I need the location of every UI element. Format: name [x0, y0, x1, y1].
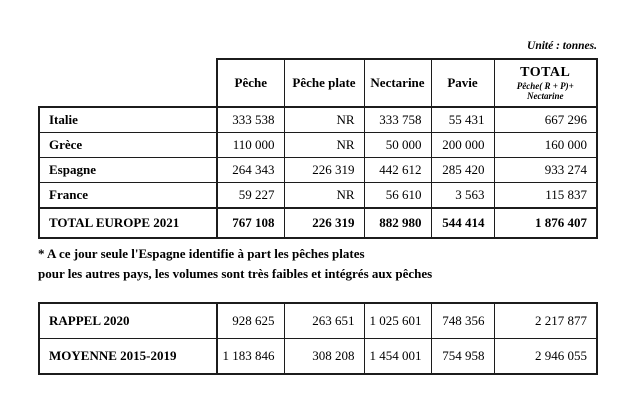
value-cell: 1 183 846: [217, 339, 284, 375]
footnote-line-1: * A ce jour seule l'Espagne identifie à part les pêches plates: [38, 246, 365, 261]
column-header-nectarine: Nectarine: [364, 59, 431, 107]
production-table-2021: [38, 58, 598, 239]
value-cell: NR: [284, 183, 364, 209]
value-cell: 754 958: [431, 339, 494, 375]
row-label: Espagne: [39, 158, 217, 183]
value-cell: 928 625: [217, 303, 284, 339]
value-cell: 748 356: [431, 303, 494, 339]
value-cell: 2 946 055: [494, 339, 597, 375]
value-cell: 1 025 601: [364, 303, 431, 339]
value-cell: 200 000: [431, 133, 494, 158]
value-cell: 308 208: [284, 339, 364, 375]
value-cell: 264 343: [217, 158, 284, 183]
column-header-peche-plate: Pêche plate: [284, 59, 364, 107]
corner-blank-cell: [39, 59, 217, 107]
table-row-france: [39, 183, 597, 209]
value-cell: 55 431: [431, 107, 494, 133]
value-cell: 3 563: [431, 183, 494, 209]
value-cell: NR: [284, 107, 364, 133]
total-header-title: TOTAL: [520, 64, 571, 80]
historical-summary-table: [38, 302, 598, 375]
row-label: France: [39, 183, 217, 209]
value-cell: 285 420: [431, 158, 494, 183]
value-cell: 226 319: [284, 208, 364, 238]
value-cell: 1 454 001: [364, 339, 431, 375]
value-cell: 333 758: [364, 107, 431, 133]
value-cell: 767 108: [217, 208, 284, 238]
value-cell: 50 000: [364, 133, 431, 158]
value-cell: 56 610: [364, 183, 431, 209]
value-cell: 667 296: [494, 107, 597, 133]
column-header-total: [494, 59, 597, 107]
footnote: [38, 244, 432, 284]
value-cell: 933 274: [494, 158, 597, 183]
value-cell: NR: [284, 133, 364, 158]
value-cell: 1 876 407: [494, 208, 597, 238]
row-label: MOYENNE 2015-2019: [39, 339, 217, 375]
table-row-espagne: [39, 158, 597, 183]
value-cell: 333 538: [217, 107, 284, 133]
row-label: Italie: [39, 107, 217, 133]
row-label: Grèce: [39, 133, 217, 158]
row-label: TOTAL EUROPE 2021: [39, 208, 217, 238]
total-header-sub2: Nectarine: [527, 91, 564, 102]
value-cell: 544 414: [431, 208, 494, 238]
table-row-total-europe: [39, 208, 597, 238]
table-row-italie: [39, 107, 597, 133]
value-cell: 2 217 877: [494, 303, 597, 339]
unit-label: Unité : tonnes.: [527, 40, 597, 52]
table-row-moyenne-2015-2019: [39, 339, 597, 375]
table-row-rappel-2020: [39, 303, 597, 339]
value-cell: 226 319: [284, 158, 364, 183]
value-cell: 442 612: [364, 158, 431, 183]
value-cell: 882 980: [364, 208, 431, 238]
header-row: [39, 59, 597, 107]
value-cell: 110 000: [217, 133, 284, 158]
column-header-peche: Pêche: [217, 59, 284, 107]
value-cell: 115 837: [494, 183, 597, 209]
value-cell: 59 227: [217, 183, 284, 209]
total-header-sub1: Pêche( R + P)+: [516, 80, 574, 91]
footnote-line-2: pour les autres pays, les volumes sont très faibles et intégrés aux pêches: [38, 266, 433, 282]
row-label: RAPPEL 2020: [39, 303, 217, 339]
value-cell: 263 651: [284, 303, 364, 339]
value-cell: 160 000: [494, 133, 597, 158]
column-header-pavie: Pavie: [431, 59, 494, 107]
table-row-grece: [39, 133, 597, 158]
